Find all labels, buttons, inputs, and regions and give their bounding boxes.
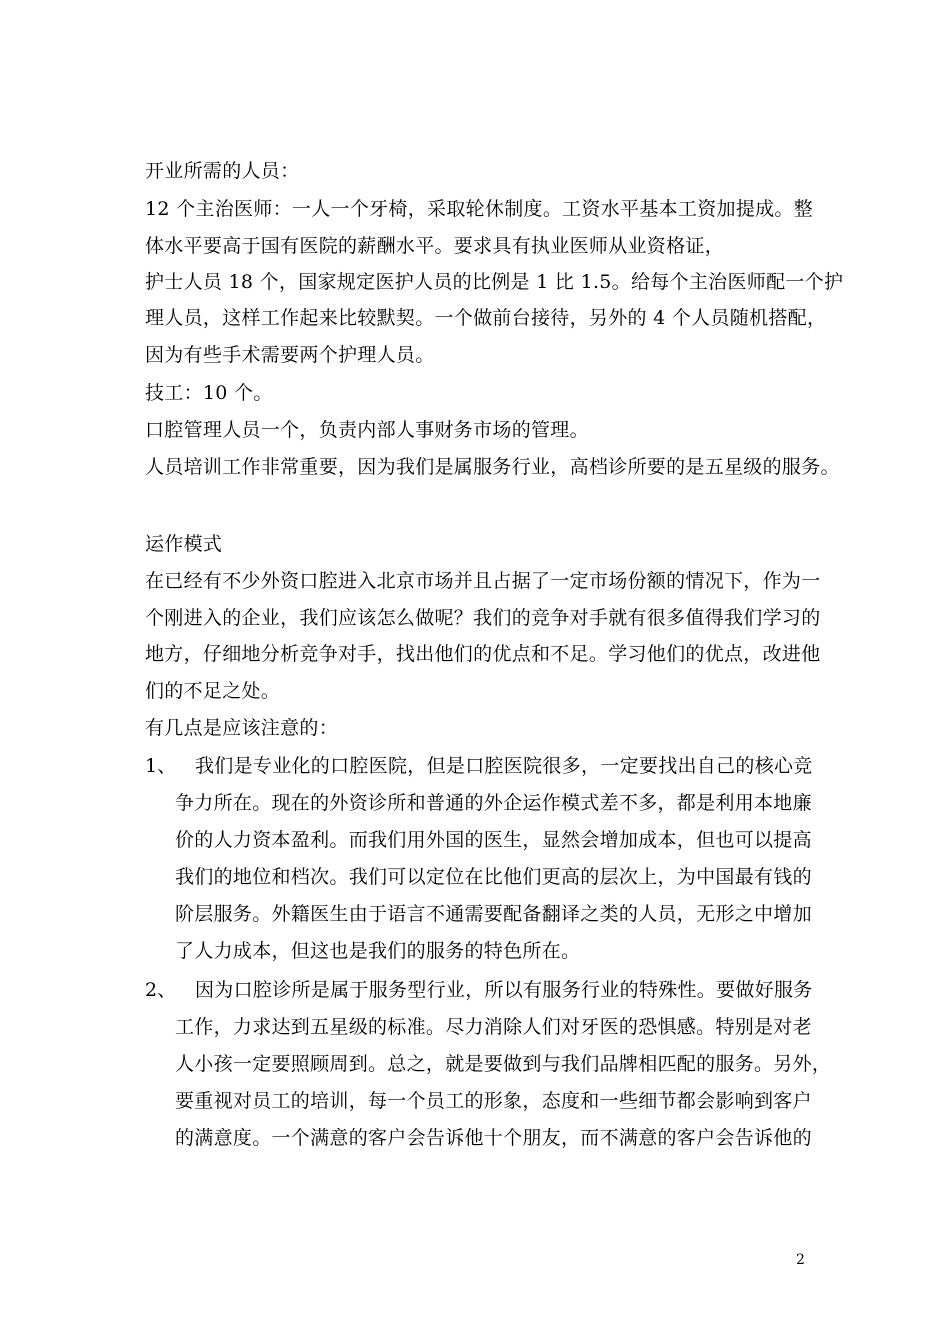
list-item-line: 阶层服务。外籍医生由于语言不通需要配备翻译之类的人员，无形之中增加 xyxy=(175,903,812,925)
list-item-line: 了人力成本，但这也是我们的服务的特色所在。 xyxy=(175,940,581,962)
list-item-line: 的满意度。一个满意的客户会告诉他十个朋友，而不满意的客户会告诉他的 xyxy=(175,1127,812,1149)
section-heading-staff: 开业所需的人员： xyxy=(145,160,300,182)
section-heading-operation: 运作模式 xyxy=(145,533,223,555)
paragraph-line: 理人员，这样工作起来比较默契。一个做前台接待，另外的 4 个人员随机搭配， xyxy=(145,307,827,329)
list-item-line: 人小孩一定要照顾周到。总之，就是要做到与我们品牌相匹配的服务。另外， xyxy=(175,1053,832,1075)
paragraph-line: 因为有些手术需要两个护理人员。 xyxy=(145,344,435,366)
paragraph-line: 体水平要高于国有医院的薪酬水平。要求具有执业医师从业资格证， xyxy=(145,235,725,257)
list-item-line: 我们是专业化的口腔医院，但是口腔医院很多，一定要找出自己的核心竞 xyxy=(195,755,813,777)
paragraph-line: 们的不足之处。 xyxy=(145,680,281,702)
list-item-line: 工作，力求达到五星级的标准。尽力消除人们对牙医的恐惧感。特别是对老 xyxy=(175,1016,812,1038)
paragraph-line: 地方，仔细地分析竞争对手，找出他们的优点和不足。学习他们的优点，改进他 xyxy=(145,643,821,665)
paragraph-line: 口腔管理人员一个，负责内部人事财务市场的管理。 xyxy=(145,419,589,441)
paragraph-line: 人员培训工作非常重要，因为我们是属服务行业，高档诊所要的是五星级的服务。 xyxy=(145,456,840,478)
list-item-number: 1、 xyxy=(145,755,177,777)
list-item-line: 我们的地位和档次。我们可以定位在比他们更高的层次上，为中国最有钱的 xyxy=(175,866,812,888)
paragraph-line: 在已经有不少外资口腔进入北京市场并且占据了一定市场份额的情况下，作为一 xyxy=(145,570,821,592)
paragraph-line: 12 个主治医师：一人一个牙椅，采取轮休制度。工资水平基本工资加提成。整 xyxy=(145,198,814,220)
list-item-line: 要重视对员工的培训，每一个员工的形象，态度和一些细节都会影响到客户 xyxy=(175,1090,812,1112)
list-item-line: 争力所在。现在的外资诊所和普通的外企运作模式差不多，都是利用本地廉 xyxy=(175,792,812,814)
page-number: 2 xyxy=(796,1252,805,1268)
list-item-line: 价的人力资本盈利。而我们用外国的医生，显然会增加成本，但也可以提高 xyxy=(175,829,812,851)
list-item-line: 因为口腔诊所是属于服务型行业，所以有服务行业的特殊性。要做好服务 xyxy=(195,979,813,1001)
paragraph-line: 有几点是应该注意的： xyxy=(145,717,339,739)
paragraph-line: 技工：10 个。 xyxy=(145,382,273,404)
paragraph-line: 个刚进入的企业，我们应该怎么做呢？我们的竞争对手就有很多值得我们学习的 xyxy=(145,607,821,629)
paragraph-line: 护士人员 18 个，国家规定医护人员的比例是 1 比 1.5。给每个主治医师配一个护 xyxy=(145,271,844,293)
list-item-number: 2、 xyxy=(145,979,177,1001)
